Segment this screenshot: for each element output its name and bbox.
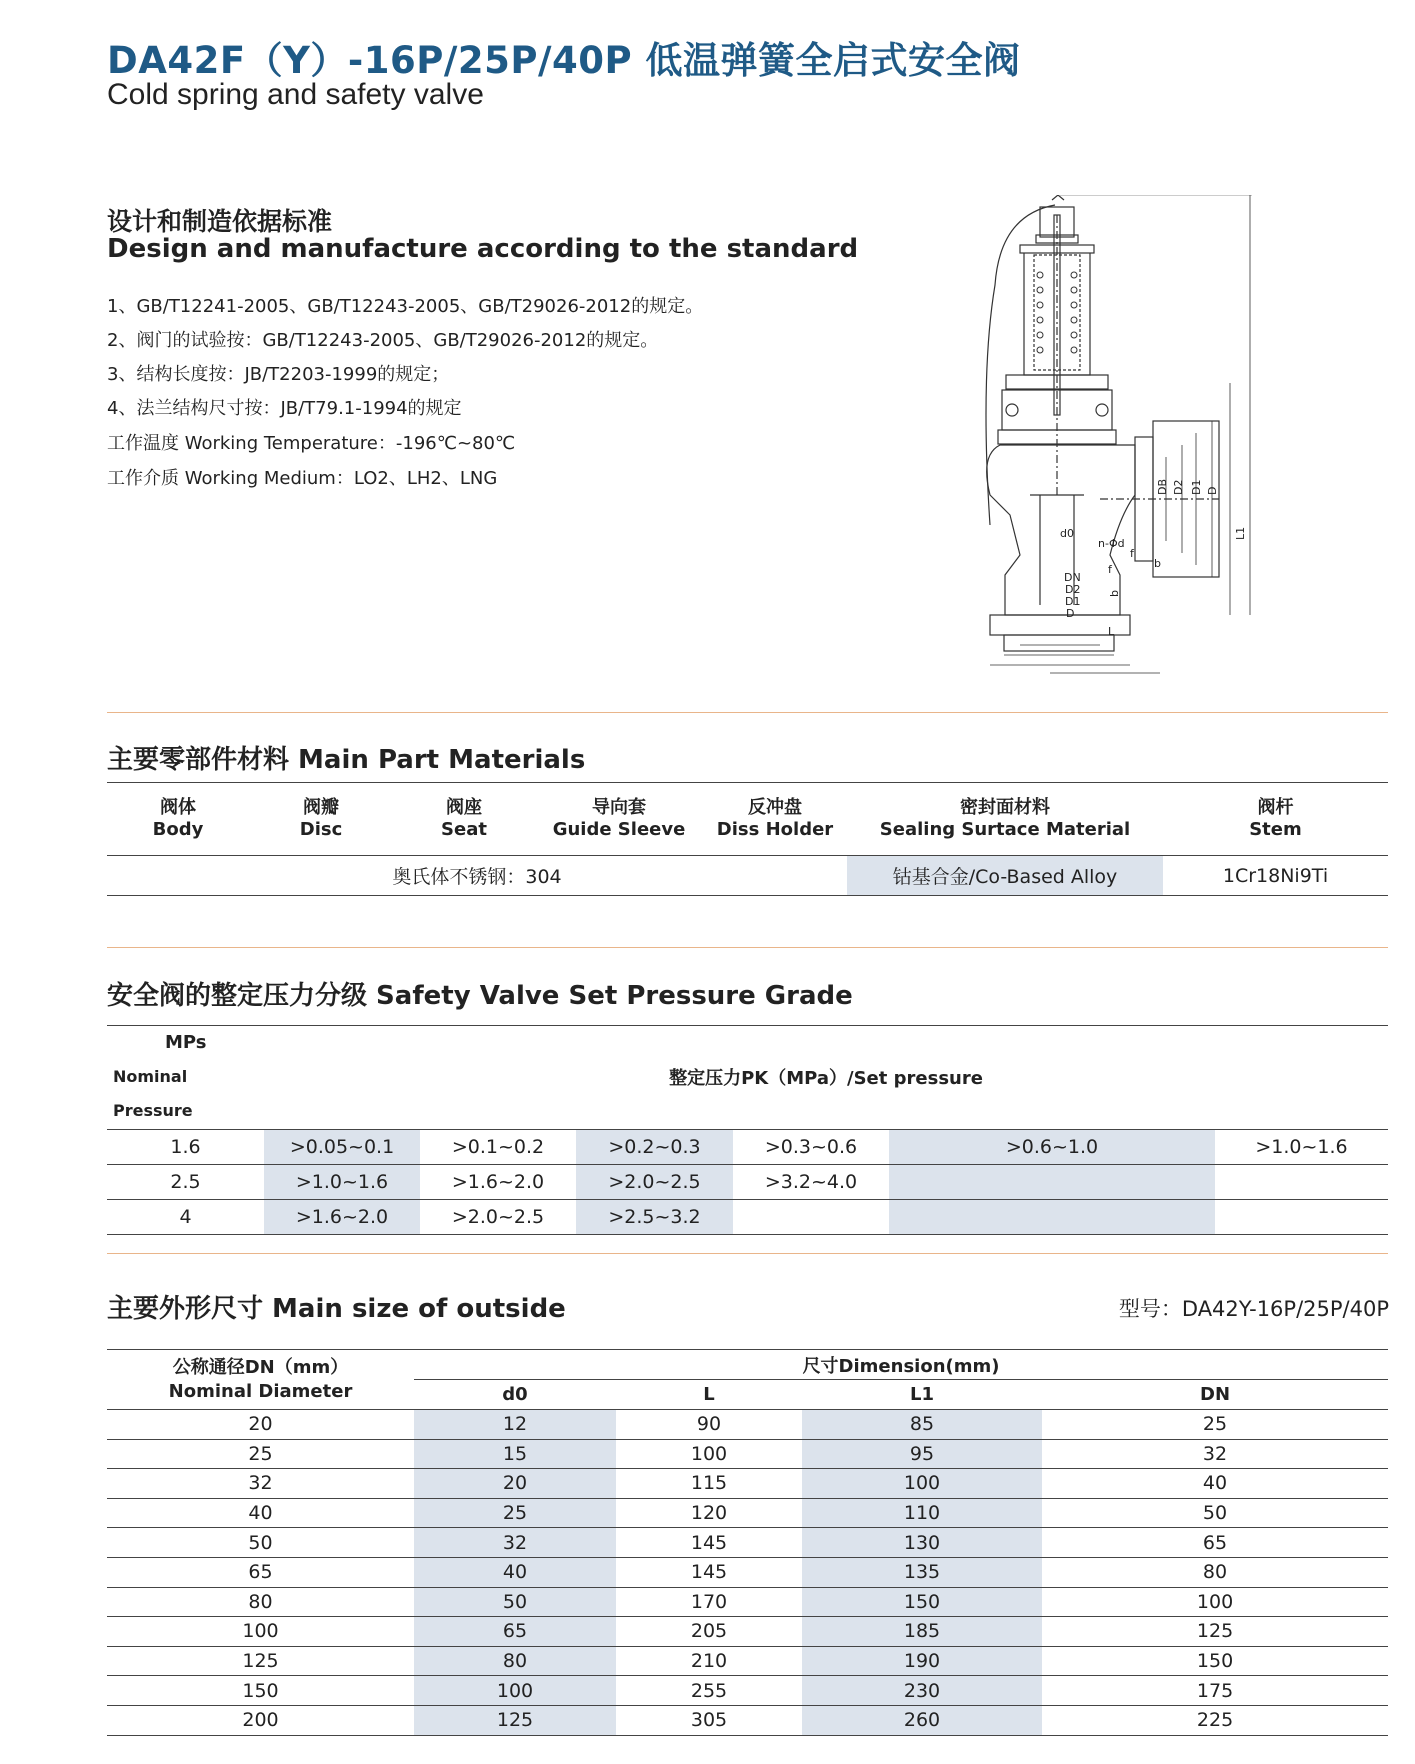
svg-text:D1: D1 <box>1190 479 1203 495</box>
size-cell: 260 <box>802 1705 1042 1735</box>
materials-header-row <box>107 783 1388 856</box>
np-cell: 4 <box>107 1199 264 1234</box>
page-subtitle: Cold spring and safety valve <box>107 78 484 111</box>
pressure-table <box>107 1025 1388 1235</box>
size-cell: 90 <box>616 1410 802 1440</box>
section-divider <box>107 712 1388 713</box>
standard-item: 3、结构长度按：JB/T2203-1999的规定； <box>107 364 450 385</box>
size-cell: 20 <box>107 1410 414 1440</box>
standard-item: 2、阀门的试验按：GB/T12243-2005、GB/T29026-2012的规定。 <box>107 330 659 351</box>
sizes-title: 主要外形尺寸 Main size of outside <box>107 1294 566 1324</box>
section-divider <box>107 1253 1388 1254</box>
nominal-pressure-head: MPs Nominal Pressure <box>107 1026 264 1130</box>
size-cell: 205 <box>616 1617 802 1647</box>
svg-text:L1: L1 <box>1234 526 1247 540</box>
size-cell: 100 <box>616 1439 802 1469</box>
size-cell: 80 <box>1042 1557 1388 1587</box>
size-row <box>107 1617 1388 1647</box>
size-cell: 100 <box>414 1676 616 1706</box>
size-cell: 145 <box>616 1557 802 1587</box>
pressure-cell: >0.1~0.2 <box>420 1129 576 1164</box>
pressure-cell <box>1215 1199 1388 1234</box>
size-cell: 135 <box>802 1557 1042 1587</box>
size-cell: 50 <box>414 1587 616 1617</box>
col-l1: L1 <box>802 1380 1042 1410</box>
size-row <box>107 1469 1388 1499</box>
size-cell: 32 <box>1042 1439 1388 1469</box>
size-row <box>107 1528 1388 1558</box>
svg-text:DB: DB <box>1156 478 1169 495</box>
size-cell: 25 <box>107 1439 414 1469</box>
size-cell: 110 <box>802 1498 1042 1528</box>
svg-text:f: f <box>1130 547 1134 560</box>
size-cell: 95 <box>802 1439 1042 1469</box>
pressure-cell: >3.2~4.0 <box>733 1164 889 1199</box>
materials-table <box>107 782 1388 896</box>
svg-text:d0: d0 <box>1060 527 1074 540</box>
svg-text:D: D <box>1206 486 1219 495</box>
pressure-cell: >1.6~2.0 <box>264 1199 420 1234</box>
size-cell: 65 <box>1042 1528 1388 1558</box>
pressure-cell <box>889 1199 1215 1234</box>
materials-title: 主要零部件材料 Main Part Materials <box>107 745 586 775</box>
size-cell: 175 <box>1042 1676 1388 1706</box>
svg-text:DN: DN <box>1064 571 1081 584</box>
material-sealing-cell: 钴基合金/Co-Based Alloy <box>847 856 1163 896</box>
standards-heading-en: Design and manufacture according to the standard <box>107 234 859 264</box>
size-cell: 225 <box>1042 1705 1388 1735</box>
size-row <box>107 1439 1388 1469</box>
svg-text:D2: D2 <box>1172 479 1185 495</box>
pressure-cell <box>889 1164 1215 1199</box>
size-cell: 32 <box>107 1469 414 1499</box>
size-cell: 230 <box>802 1676 1042 1706</box>
size-cell: 255 <box>616 1676 802 1706</box>
svg-text:L: L <box>1108 625 1115 638</box>
size-cell: 80 <box>414 1646 616 1676</box>
col-l: L <box>616 1380 802 1410</box>
page-title: DA42F（Y）-16P/25P/40P 低温弹簧全启式安全阀 <box>107 39 1021 82</box>
svg-text:b: b <box>1154 557 1161 570</box>
size-cell: 50 <box>107 1528 414 1558</box>
size-row <box>107 1498 1388 1528</box>
size-row <box>107 1410 1388 1440</box>
size-cell: 115 <box>616 1469 802 1499</box>
pressure-row <box>107 1129 1388 1164</box>
set-pressure-head: 整定压力PK（MPa）/Set pressure <box>264 1026 1388 1130</box>
size-cell: 185 <box>802 1617 1042 1647</box>
size-cell: 305 <box>616 1705 802 1735</box>
size-cell: 40 <box>1042 1469 1388 1499</box>
size-cell: 65 <box>107 1557 414 1587</box>
pressure-cell <box>1215 1164 1388 1199</box>
sizes-header-row <box>107 1350 1388 1380</box>
col-dn: DN <box>1042 1380 1388 1410</box>
svg-text:n-Φd: n-Φd <box>1098 537 1125 550</box>
working-medium: 工作介质 Working Medium：LO2、LH2、LNG <box>107 468 498 489</box>
size-cell: 50 <box>1042 1498 1388 1528</box>
pressure-cell: >0.3~0.6 <box>733 1129 889 1164</box>
size-cell: 100 <box>802 1469 1042 1499</box>
material-stem-cell: 1Cr18Ni9Ti <box>1163 856 1388 896</box>
size-cell: 12 <box>414 1410 616 1440</box>
pressure-row <box>107 1199 1388 1234</box>
pressure-cell <box>733 1199 889 1234</box>
col-body: 阀体 Body <box>107 783 249 856</box>
col-sealing-material: 密封面材料 Sealing Surtace Material <box>847 783 1163 856</box>
size-cell: 40 <box>107 1498 414 1528</box>
standard-item: 4、法兰结构尺寸按：JB/T79.1-1994的规定 <box>107 398 462 419</box>
col-disc: 阀瓣 Disc <box>249 783 393 856</box>
size-row <box>107 1646 1388 1676</box>
materials-row <box>107 856 1388 896</box>
size-cell: 32 <box>414 1528 616 1558</box>
model-number: 型号：DA42Y-16P/25P/40P <box>1118 1297 1389 1321</box>
section-divider <box>107 947 1388 948</box>
size-cell: 210 <box>616 1646 802 1676</box>
size-cell: 150 <box>1042 1646 1388 1676</box>
pressure-cell: >0.2~0.3 <box>576 1129 733 1164</box>
nominal-diameter-head: 公称通径DN（mm） Nominal Diameter <box>107 1350 414 1410</box>
pressure-cell: >0.05~0.1 <box>264 1129 420 1164</box>
size-cell: 100 <box>1042 1587 1388 1617</box>
size-cell: 145 <box>616 1528 802 1558</box>
size-cell: 150 <box>107 1676 414 1706</box>
pressure-cell: >0.6~1.0 <box>889 1129 1215 1164</box>
standard-item: 1、GB/T12241-2005、GB/T12243-2005、GB/T29026-2012的规定。 <box>107 296 704 317</box>
working-temperature: 工作温度 Working Temperature：-196℃~80℃ <box>107 433 516 454</box>
size-row <box>107 1705 1388 1735</box>
size-cell: 15 <box>414 1439 616 1469</box>
size-cell: 40 <box>414 1557 616 1587</box>
np-cell: 1.6 <box>107 1129 264 1164</box>
pressure-cell: >1.0~1.6 <box>264 1164 420 1199</box>
svg-text:b: b <box>1108 590 1121 597</box>
size-row <box>107 1587 1388 1617</box>
size-cell: 125 <box>107 1646 414 1676</box>
col-guide-sleeve: 导向套 Guide Sleeve <box>535 783 703 856</box>
pressure-cell: >2.0~2.5 <box>420 1199 576 1234</box>
col-seat: 阀座 Seat <box>393 783 535 856</box>
svg-text:D2: D2 <box>1065 583 1081 596</box>
standards-heading-cn: 设计和制造依据标准 <box>107 207 333 236</box>
dimension-head: 尺寸Dimension(mm) <box>414 1350 1388 1380</box>
pressure-cell: >1.0~1.6 <box>1215 1129 1388 1164</box>
size-cell: 170 <box>616 1587 802 1617</box>
size-cell: 25 <box>414 1498 616 1528</box>
svg-text:D: D <box>1066 607 1075 620</box>
size-cell: 25 <box>1042 1410 1388 1440</box>
pressure-header-row <box>107 1026 1388 1130</box>
size-cell: 20 <box>414 1469 616 1499</box>
material-main-cell: 奥氏体不锈钢：304 <box>107 856 847 896</box>
np-cell: 2.5 <box>107 1164 264 1199</box>
size-cell: 125 <box>414 1705 616 1735</box>
pressure-cell: >1.6~2.0 <box>420 1164 576 1199</box>
size-cell: 80 <box>107 1587 414 1617</box>
col-d0: d0 <box>414 1380 616 1410</box>
col-stem: 阀杆 Stem <box>1163 783 1388 856</box>
size-cell: 200 <box>107 1705 414 1735</box>
pressure-cell: >2.5~3.2 <box>576 1199 733 1234</box>
size-cell: 190 <box>802 1646 1042 1676</box>
svg-text:f: f <box>1108 563 1112 576</box>
sizes-table <box>107 1349 1388 1736</box>
size-cell: 125 <box>1042 1617 1388 1647</box>
size-cell: 150 <box>802 1587 1042 1617</box>
size-cell: 100 <box>107 1617 414 1647</box>
size-cell: 130 <box>802 1528 1042 1558</box>
svg-text:D1: D1 <box>1065 595 1081 608</box>
pressure-cell: >2.0~2.5 <box>576 1164 733 1199</box>
pressure-title: 安全阀的整定压力分级 Safety Valve Set Pressure Grade <box>107 981 853 1011</box>
size-cell: 85 <box>802 1410 1042 1440</box>
size-cell: 120 <box>616 1498 802 1528</box>
size-cell: 65 <box>414 1617 616 1647</box>
size-row <box>107 1676 1388 1706</box>
valve-cross-section-drawing <box>960 195 1280 675</box>
col-diss-holder: 反冲盘 Diss Holder <box>703 783 847 856</box>
pressure-row <box>107 1164 1388 1199</box>
size-row <box>107 1557 1388 1587</box>
